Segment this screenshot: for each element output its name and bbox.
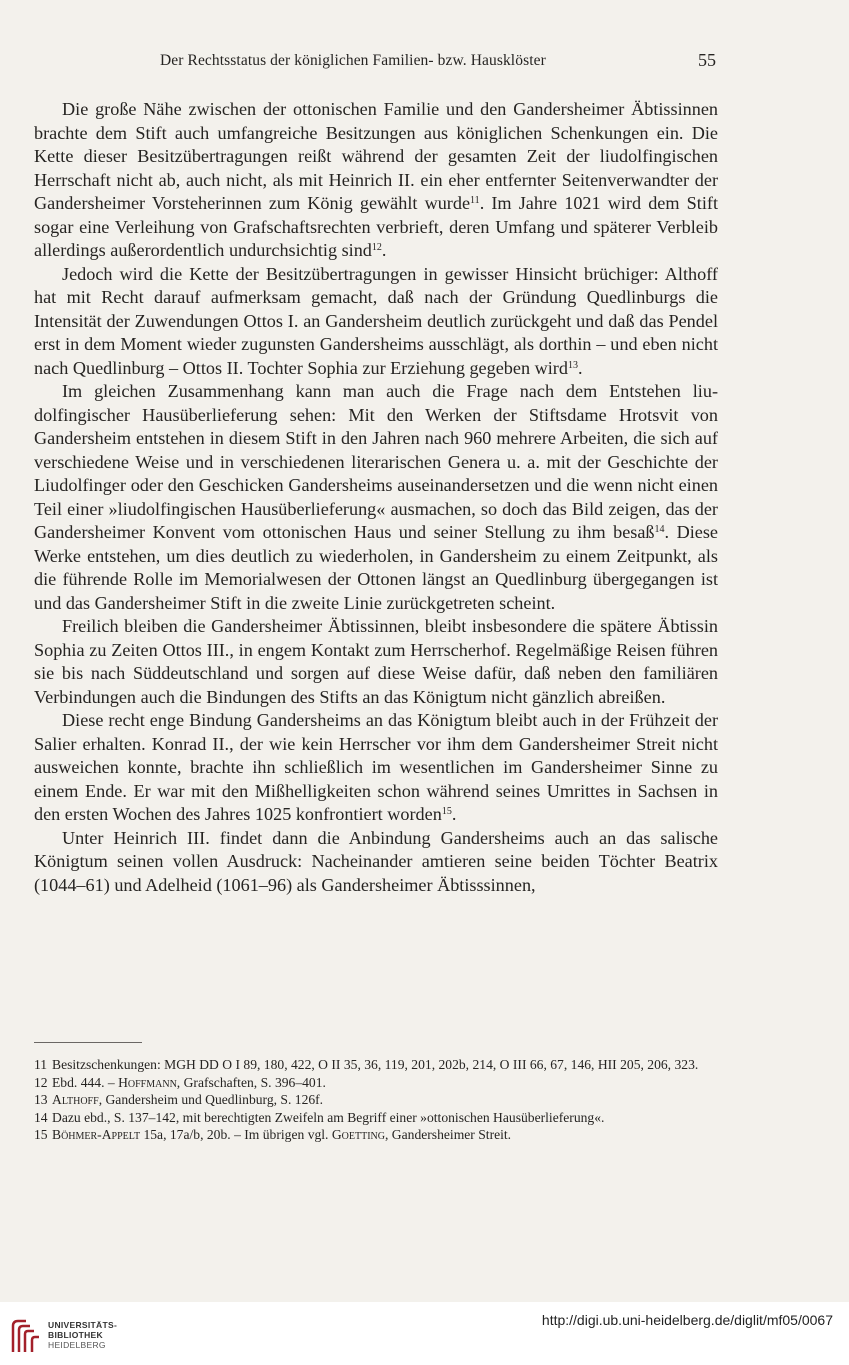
footnote-segment: Ebd. 444. – bbox=[52, 1074, 119, 1090]
footnote-text bbox=[52, 1126, 718, 1144]
library-name-line: UNIVERSITÄTS- bbox=[48, 1320, 118, 1330]
author-name: Hoffmann bbox=[118, 1074, 177, 1090]
library-name bbox=[48, 1320, 117, 1350]
footnote-ref-14[interactable]: 14 bbox=[654, 524, 665, 535]
paragraph-6: Unter Heinrich III. findet dann die Anbindung Gandersheims auch an das salische Königtum seinen vollen Ausdruck: Nacheinander amtieren seine beiden Töchter Beatrix (1044–61) und Adelheid (1061–96) als Gandersheimer Äbtisssinnen, bbox=[34, 827, 718, 895]
footnote-text bbox=[52, 1074, 718, 1092]
running-title: Der Rechtsstatus der königlichen Familien- bzw. Hausklöster bbox=[160, 52, 546, 69]
author-name: Böhmer-Appelt bbox=[52, 1127, 141, 1142]
library-name-line: HEIDELBERG bbox=[48, 1340, 106, 1350]
footnote-14 bbox=[34, 1109, 718, 1127]
permalink-url[interactable]: http://digi.ub.uni-heidelberg.de/diglit/mf05/0067 bbox=[541, 1312, 833, 1328]
footnote-ref-15[interactable]: 15 bbox=[441, 806, 452, 817]
paragraph-text: Im gleichen Zusammenhang kann man auch die Frage nach dem Entstehen liudolfingischer Hausüberlieferung sehen: Mit den Werken der Stiftsdame Hrotsvit von Gandersheim entstehen in diesem Stift in den Jahren nach 960 mehrere Arbeiten, die sich auf verschiedene Weise und in verschiedenen literarischen Genera u. a. mit der Geschichte der Liudolfinger oder den Geschicken Gandersheims auseinandersetzen und die wenn nicht einen Teil einer »liudolfingischen Hausüberlieferung« ausmachen, so doch das Bild zeigen, das der Gandersheimer Konvent vom ottonischen Haus und seiner Stellung zu ihm besaß bbox=[34, 381, 718, 542]
footnote-segment: 15a, 17a/b, 20b. – Im übrigen vgl. bbox=[140, 1127, 332, 1142]
footnotes bbox=[34, 1056, 718, 1144]
footnote-text bbox=[52, 1091, 718, 1109]
footnote-11 bbox=[34, 1056, 718, 1074]
footnote-number: 14 bbox=[34, 1109, 48, 1125]
author-name: Goetting bbox=[331, 1127, 385, 1142]
footnote-ref-13[interactable]: 13 bbox=[567, 359, 578, 371]
footnote-15 bbox=[34, 1126, 718, 1144]
paragraph-3 bbox=[34, 380, 718, 615]
paragraph-5 bbox=[34, 709, 718, 827]
footnote-ref-11[interactable]: 11 bbox=[470, 195, 480, 206]
body-text bbox=[34, 98, 718, 897]
footnote-divider bbox=[34, 1042, 142, 1043]
library-name-line: BIBLIOTHEK bbox=[48, 1330, 103, 1340]
paragraph-text: Diese recht enge Bindung Gandersheims an das Königtum bleibt auch in der Frühzeit der Salier erhalten. Konrad II., der wie kein Herrscher vor ihm dem Gandersheimer Streit nicht ausweichen konnte, brachte ihn schließlich im wesentlichen im Gandersheimer Sinne zu einem Ende. Er war mit den Mißhelligkeiten schon während seines Umrittes in Sachsen in den ersten Wochen des Jahres 1025 konfrontiert worden bbox=[34, 710, 718, 824]
paragraph-text: . bbox=[381, 240, 387, 260]
footnote-segment: , Gandersheim und Quedlinburg, S. 126f. bbox=[98, 1092, 324, 1107]
page-number: 55 bbox=[698, 50, 716, 70]
paragraph-text: . Diese Werke entstehen, um dies deutlich zu wiederholen, in Gandersheim zu einem Zeitpunkt, als die führende Rolle im Memorialwesen der Ottonen längst an Quedlinburg übergegangen ist und das Gandersheimer Stift in die zweite Linie zurückgetreten scheint. bbox=[34, 522, 718, 613]
footnote-number: 15 bbox=[34, 1127, 48, 1142]
paragraph-4: Freilich bleiben die Gandersheimer Äbtissinnen, bleibt insbesondere die spätere Äbtissin Sophia zu Zeiten Ottos III., in engem Kontakt zum Herrscherhof. Regelmäßige Reisen führen sie bis nach Süddeutschland und sorgen auf diese Weise dafür, daß neben den familiären Verbindungen auch die Bindungen des Stifts an das Königtum nicht gänzlich abreißen. bbox=[34, 616, 718, 707]
footnote-text: Besitzschenkungen: MGH DD O I 89, 180, 422, O II 35, 36, 119, 201, 202b, 214, O III 66, 67, 146, HII 205, 206, 323. bbox=[52, 1057, 699, 1072]
author-name: Althoff bbox=[52, 1092, 99, 1107]
footnote-12 bbox=[34, 1074, 718, 1092]
paragraph-text: Die große Nähe zwischen der ottonischen Familie und den Gandersheimer Äbtissinnen brachte dem Stift auch umfangreiche Besitzungen aus königlichen Schenkungen ein. Die Kette dieser Besitzübertragungen reißt während der gesamten Zeit der liudolfingischen Herrschaft nicht ab, auch nicht, als mit Heinrich II. ein eher entfernter Seitenverwandter der Gandersheimer Vorsteherinnen zum König gewählt wurde bbox=[34, 99, 718, 213]
paragraph-2 bbox=[34, 263, 718, 381]
footnote-text: Dazu ebd., S. 137–142, mit berechtigten Zweifeln am Begriff einer »ottonischen Hausüberlieferung«. bbox=[52, 1109, 605, 1125]
footnote-number: 13 bbox=[34, 1092, 48, 1107]
university-library-logo-icon[interactable] bbox=[10, 1318, 42, 1354]
paragraph-1 bbox=[34, 98, 718, 263]
paragraph-text: . bbox=[451, 804, 457, 824]
footnote-13 bbox=[34, 1091, 718, 1109]
footnote-number: 12 bbox=[34, 1074, 48, 1090]
footnote-segment: , Grafschaften, S. 396–401. bbox=[176, 1074, 326, 1090]
library-footer bbox=[0, 1302, 849, 1365]
footnote-segment: , Gandersheimer Streit. bbox=[385, 1127, 512, 1142]
footnote-ref-12[interactable]: 12 bbox=[371, 242, 382, 253]
paragraph-text: . Im Jahre 1021 wird dem Stift sogar eine Verleihung von Grafschaftsrechten verbrieft, deren Umfang und späterer Verbleib allerdings außerordentlich undurchsichtig sind bbox=[34, 193, 718, 260]
paragraph-text: . bbox=[577, 357, 583, 378]
paragraph-text: Jedoch wird die Kette der Besitzübertragungen in gewisser Hinsicht brüchiger: Althoff hat mit Recht darauf aufmerksam gemacht, daß nach der Gründung Quedlinburgs die Intensität der Zuwendungen Ottos I. an Gandersheim deutlich zurückgeht und daß das Pendel erst in dem Moment wieder zugunsten Gandersheims ausschlägt, als dorthin – und eben nicht nach Quedlinburg – Ottos II. Tochter Sophia zur Erziehung gegeben wird bbox=[34, 263, 718, 378]
footnote-number: 11 bbox=[34, 1057, 48, 1072]
